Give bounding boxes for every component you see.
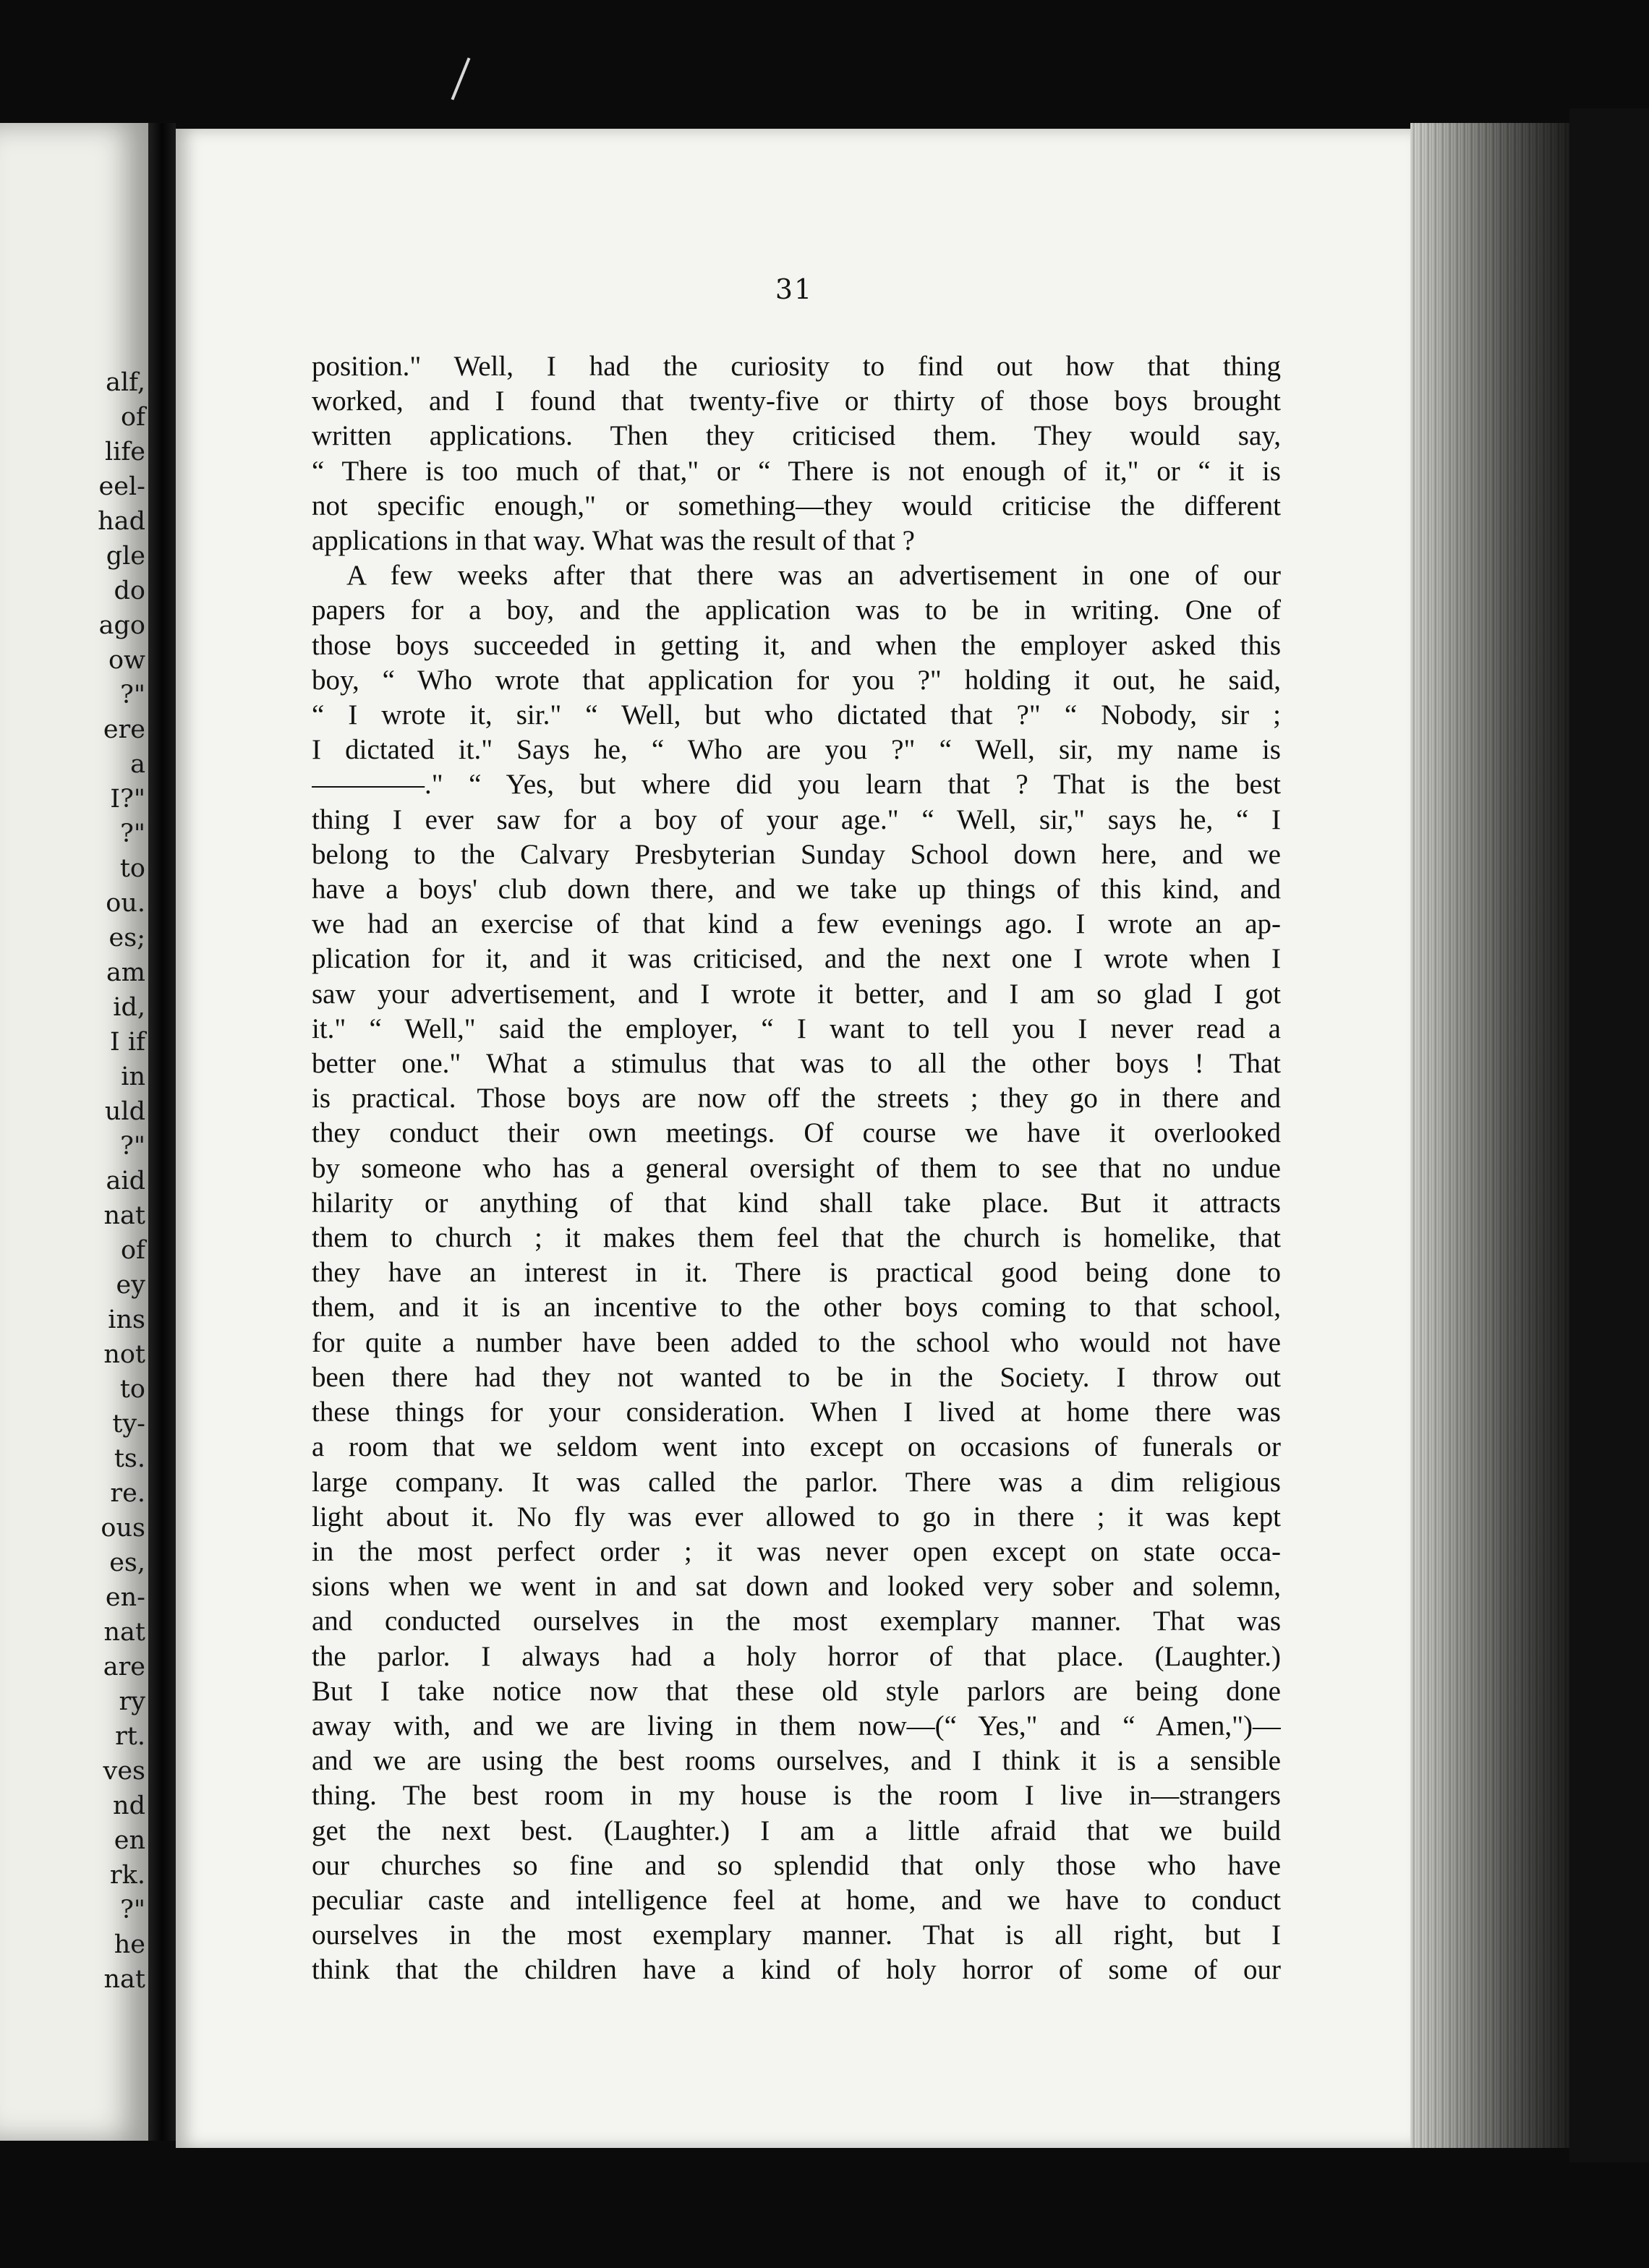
left-page-line-fragment: en xyxy=(114,1826,145,1855)
text-line: written applications. Then they criticised them. They would say, xyxy=(312,420,1281,452)
text-line: them, and it is an incentive to the other boys coming to that school, xyxy=(312,1292,1281,1323)
left-page-line-fragment: nat xyxy=(103,1965,145,1994)
text-line: papers for a boy, and the application was to be in writing. One of xyxy=(312,594,1281,626)
left-page-line-fragment: ?" xyxy=(120,1896,145,1924)
left-page-line-fragment: ty- xyxy=(112,1410,145,1438)
text-line: large company. It was called the parlor. There was a dim religious xyxy=(312,1466,1281,1498)
left-page-line-fragment: eel- xyxy=(98,472,145,501)
text-line: light about it. No fly was ever allowed to go in there ; it was kept xyxy=(312,1501,1281,1532)
text-line: these things for your consideration. When I lived at home there was xyxy=(312,1397,1281,1428)
text-line: get the next best. (Laughter.) I am a little afraid that we build xyxy=(312,1815,1281,1846)
left-page-line-fragment: rt. xyxy=(115,1722,145,1751)
left-page-line-fragment: nd xyxy=(113,1791,145,1820)
left-page-line-fragment: life xyxy=(104,438,145,466)
text-line: boy, “ Who wrote that application for you ?" holding it out, he said, xyxy=(312,664,1281,696)
text-line: worked, and I found that twenty-five or thirty of those boys brought xyxy=(312,385,1281,417)
left-page-line-fragment: he xyxy=(114,1930,145,1959)
body-text xyxy=(312,349,1281,1988)
left-page-line-fragment: ?" xyxy=(120,819,145,848)
left-page-line-fragment: of xyxy=(120,403,145,432)
left-page-line-fragment: ves xyxy=(103,1757,145,1786)
left-page-line-fragment: gle xyxy=(106,542,145,571)
text-line: the parlor. I always had a holy horror of that place. (Laughter.) xyxy=(312,1640,1281,1672)
text-line: for quite a number have been added to the school who would not have xyxy=(312,1326,1281,1358)
left-page-line-fragment: uld xyxy=(104,1097,145,1126)
text-line: not specific enough," or something—they would criticise the different xyxy=(312,490,1281,521)
text-line: position." Well, I had the curiosity to find out how that thing xyxy=(312,351,1281,382)
text-line: our churches so fine and so splendid that only those who have xyxy=(312,1849,1281,1881)
left-page-line-fragment: ou. xyxy=(106,889,145,918)
left-page-line-fragment: ts. xyxy=(114,1444,145,1473)
text-line: have a boys' club down there, and we take up things of this kind, and xyxy=(312,874,1281,905)
text-line: ourselves in the most exemplary manner. That is all right, but I xyxy=(312,1919,1281,1951)
left-page-line-fragment: es; xyxy=(108,924,145,952)
page-number: 31 xyxy=(775,273,814,305)
left-page-line-fragment: I if xyxy=(109,1028,145,1057)
left-page-line-fragment: ere xyxy=(103,715,145,744)
left-page-line-fragment: ow xyxy=(108,646,145,675)
left-page-line-fragment: not xyxy=(103,1340,145,1369)
text-line: those boys succeeded in getting it, and when the employer asked this xyxy=(312,629,1281,661)
left-page-line-fragment: re. xyxy=(110,1479,145,1508)
left-page-line-fragment: to xyxy=(119,1375,145,1404)
left-page-line-fragment: am xyxy=(106,958,145,987)
text-line: peculiar caste and intelligence feel at home, and we have to conduct xyxy=(312,1884,1281,1916)
left-page-line-fragment: of xyxy=(120,1236,145,1265)
text-line: saw your advertisement, and I wrote it better, and I am so glad I got xyxy=(312,978,1281,1010)
text-line: hilarity or anything of that kind shall take place. But it attracts xyxy=(312,1187,1281,1219)
text-line: But I take notice now that these old style parlors are being done xyxy=(312,1675,1281,1707)
left-page-line-fragment: alf, xyxy=(106,368,145,397)
left-facing-page xyxy=(0,123,148,2141)
text-line: and we are using the best rooms ourselves, and I think it is a sensible xyxy=(312,1745,1281,1777)
left-page-text-fragment xyxy=(1,365,145,1997)
text-line: better one." What a stimulus that was to all the other boys ! That xyxy=(312,1048,1281,1080)
left-page-line-fragment: id, xyxy=(113,993,145,1022)
left-page-line-fragment: ry xyxy=(119,1687,145,1716)
left-page-line-fragment: rk. xyxy=(109,1861,145,1890)
left-page-line-fragment: ins xyxy=(108,1305,145,1334)
book-cover-edge xyxy=(1569,108,1649,2162)
text-line: it." “ Well," said the employer, “ I want to tell you I never read a xyxy=(312,1012,1281,1044)
left-page-line-fragment: ?" xyxy=(120,681,145,709)
left-page-line-fragment: aid xyxy=(106,1167,145,1195)
text-line: a room that we seldom went into except on occasions of funerals or xyxy=(312,1431,1281,1463)
text-line: belong to the Calvary Presbyterian Sunday School down here, and we xyxy=(312,838,1281,870)
book-gutter xyxy=(148,123,176,2141)
page-edges xyxy=(1410,123,1569,2148)
text-line: I dictated it." Says he, “ Who are you ?" “ Well, sir, my name is xyxy=(312,734,1281,766)
text-line: think that the children have a kind of holy horror of some of our xyxy=(312,1954,1281,1986)
text-line: “ I wrote it, sir." “ Well, but who dictated that ?" “ Nobody, sir ; xyxy=(312,699,1281,731)
left-page-line-fragment: nat xyxy=(103,1618,145,1647)
left-page-line-fragment: I?" xyxy=(110,785,145,814)
text-line: and conducted ourselves in the most exemplary manner. That was xyxy=(312,1606,1281,1637)
left-page-line-fragment: ous xyxy=(101,1514,145,1543)
scan-mark xyxy=(451,58,471,101)
text-line: away with, and we are living in them now—(“ Yes," and “ Amen,")— xyxy=(312,1710,1281,1742)
left-page-line-fragment: a xyxy=(130,750,145,779)
left-page-line-fragment: in xyxy=(121,1062,145,1091)
text-line: A few weeks after that there was an advertisement in one of our xyxy=(346,560,1281,592)
left-page-line-fragment: had xyxy=(98,507,145,536)
left-page-line-fragment: ago xyxy=(98,611,145,640)
text-line: is practical. Those boys are now off the streets ; they go in there and xyxy=(312,1083,1281,1114)
text-line: they have an interest in it. There is practical good being done to xyxy=(312,1257,1281,1289)
text-line: they conduct their own meetings. Of course we have it overlooked xyxy=(312,1117,1281,1149)
left-page-line-fragment: ey xyxy=(116,1271,145,1300)
text-line: plication for it, and it was criticised, and the next one I wrote when I xyxy=(312,943,1281,975)
text-line: applications in that way. What was the result of that ? xyxy=(312,525,915,557)
left-page-line-fragment: are xyxy=(103,1653,145,1681)
text-line: ————." “ Yes, but where did you learn that ? That is the best xyxy=(312,769,1281,801)
left-page-line-fragment: do xyxy=(114,576,145,605)
text-line: we had an exercise of that kind a few evenings ago. I wrote an ap- xyxy=(312,908,1281,940)
text-line: thing I ever saw for a boy of your age." “ Well, sir," says he, “ I xyxy=(312,803,1281,835)
left-page-line-fragment: en- xyxy=(105,1583,145,1612)
text-line: them to church ; it makes them feel that the church is homelike, that xyxy=(312,1222,1281,1254)
text-line: in the most perfect order ; it was never open except on state occa- xyxy=(312,1535,1281,1567)
text-line: sions when we went in and sat down and looked very sober and solemn, xyxy=(312,1571,1281,1603)
text-line: “ There is too much of that," or “ There is not enough of it," or “ it is xyxy=(312,455,1281,487)
left-page-line-fragment: es, xyxy=(109,1548,145,1577)
text-line: thing. The best room in my house is the room I live in—strangers xyxy=(312,1780,1281,1812)
left-page-line-fragment: to xyxy=(119,854,145,883)
left-page-line-fragment: ?" xyxy=(120,1132,145,1161)
right-page xyxy=(176,129,1412,2148)
text-line: been there had they not wanted to be in the Society. I throw out xyxy=(312,1361,1281,1393)
text-line: by someone who has a general oversight of them to see that no undue xyxy=(312,1152,1281,1184)
left-page-line-fragment: nat xyxy=(103,1201,145,1230)
